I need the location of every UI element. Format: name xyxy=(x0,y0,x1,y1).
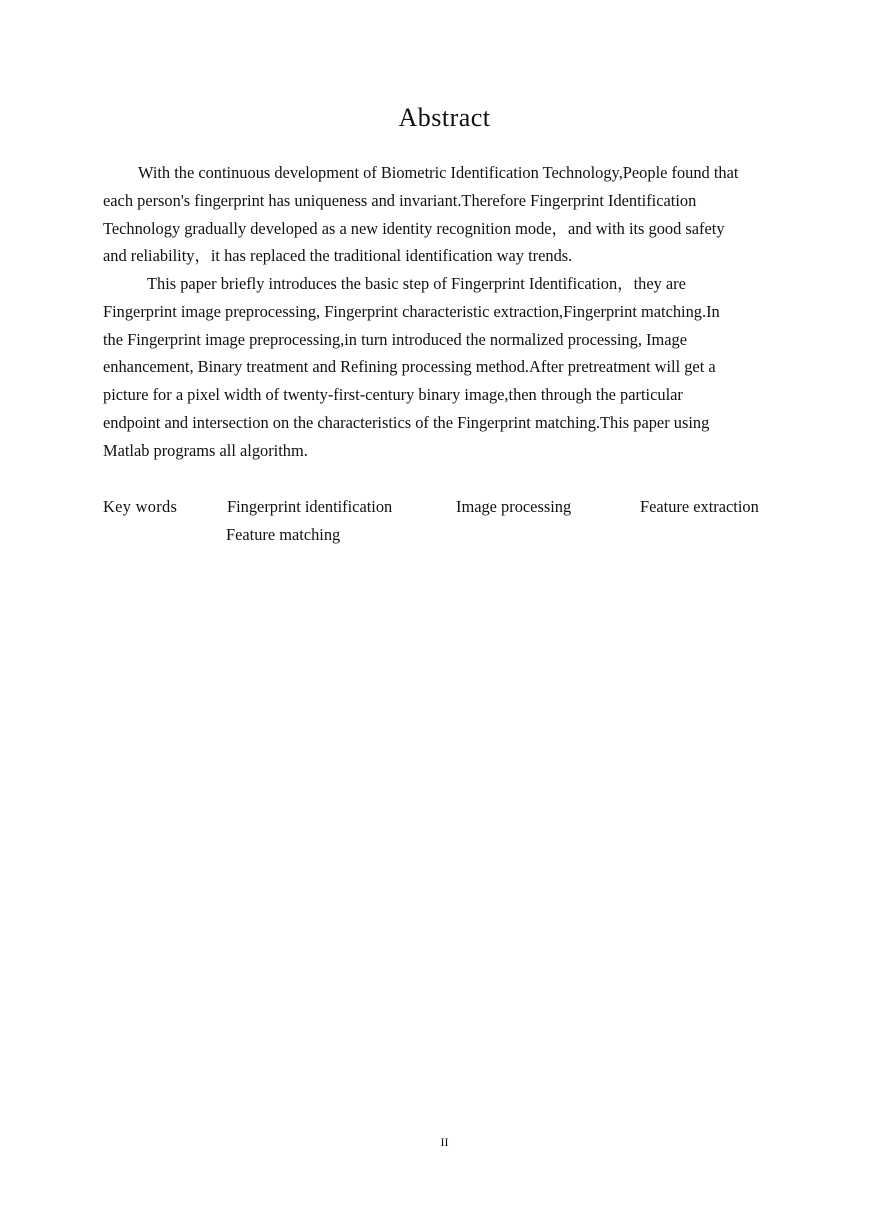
keyword-item: Feature extraction xyxy=(640,497,759,516)
keywords-section xyxy=(103,493,783,553)
paragraph-line: With the continuous development of Biometric Identification Technology,People found that xyxy=(138,163,739,182)
paragraph-line: and reliability，it has replaced the traditional identification way trends. xyxy=(103,246,573,266)
paragraph-line: Fingerprint image preprocessing, Fingerprint characteristic extraction,Fingerprint matching.In xyxy=(103,301,720,321)
paragraph-line: picture for a pixel width of twenty-first-century binary image,then through the particular xyxy=(103,385,683,405)
paragraph-line: This paper briefly introduces the basic step of Fingerprint Identification，they are xyxy=(147,274,686,293)
paragraph-line: Matlab programs all algorithm. xyxy=(103,440,308,460)
paragraph-line: each person's fingerprint has uniqueness and invariant.Therefore Fingerprint Identification xyxy=(103,190,697,210)
paragraph-line: endpoint and intersection on the characteristics of the Fingerprint matching.This paper using xyxy=(103,412,710,432)
paragraph-line: enhancement, Binary treatment and Refining processing method.After pretreatment will get a xyxy=(103,357,716,377)
abstract-paragraph-2 xyxy=(103,270,783,465)
keyword-item: Image processing xyxy=(456,497,572,516)
abstract-paragraph-1 xyxy=(103,159,783,270)
paragraph-line: the Fingerprint image preprocessing,in turn introduced the normalized processing, Image xyxy=(103,329,687,349)
page-number: II xyxy=(440,1135,449,1149)
keyword-item: Fingerprint identification xyxy=(227,497,393,516)
paragraph-line: Technology gradually developed as a new identity recognition mode，and with its good safety xyxy=(103,218,725,238)
keyword-item: Feature matching xyxy=(226,525,341,544)
abstract-title: Abstract xyxy=(398,103,491,132)
keywords-label: Key words xyxy=(103,497,178,516)
